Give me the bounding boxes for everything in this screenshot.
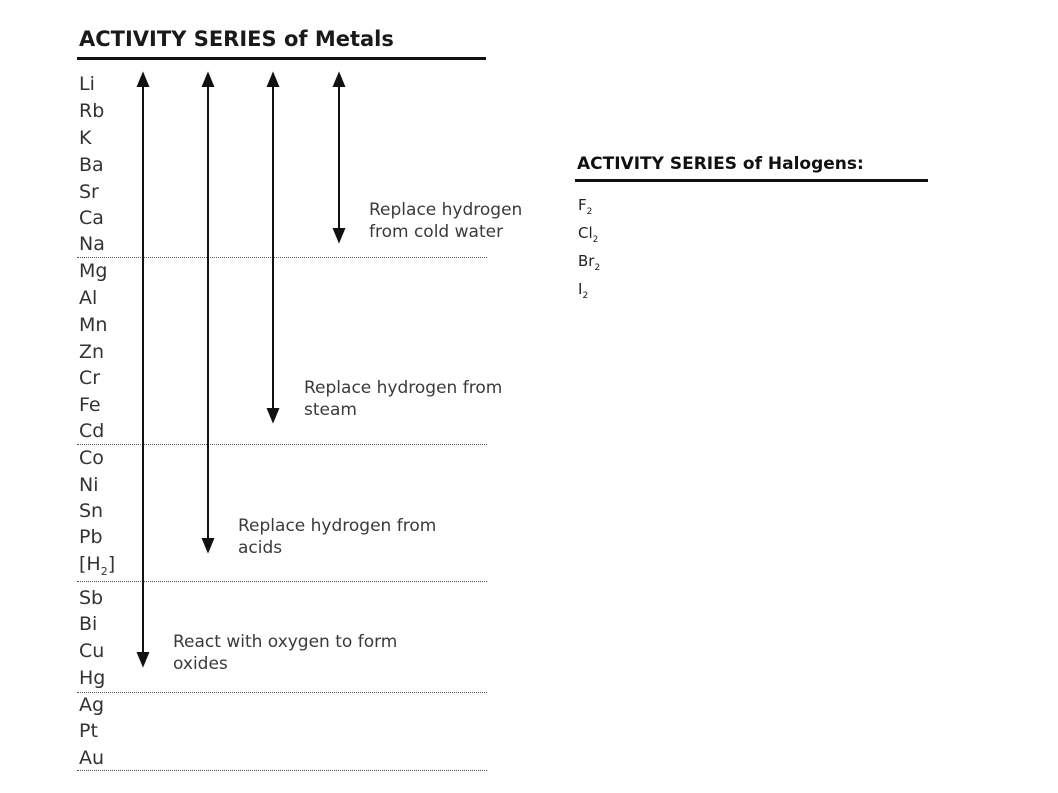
metal-k: K bbox=[79, 127, 92, 149]
acids-arrow bbox=[203, 74, 213, 551]
metal-pb: Pb bbox=[79, 526, 103, 548]
metal-mg: Mg bbox=[79, 260, 108, 282]
hydrogen-bracket: ] bbox=[107, 553, 116, 575]
hydrogen-subscript: 2 bbox=[100, 564, 108, 578]
metals-title: ACTIVITY SERIES of Metals bbox=[79, 27, 394, 51]
cold-water-arrow bbox=[334, 74, 344, 241]
halogen-f2 bbox=[578, 195, 592, 222]
metal-ni: Ni bbox=[79, 474, 99, 496]
halogen-br2 bbox=[578, 251, 600, 278]
metal-cr: Cr bbox=[79, 367, 101, 389]
metal-zn: Zn bbox=[79, 341, 105, 363]
halogens-title-rule bbox=[575, 179, 928, 182]
note-steam bbox=[304, 377, 523, 421]
note-oxygen bbox=[173, 631, 473, 675]
note-acids-line-1: Replace hydrogen from bbox=[238, 516, 437, 536]
metal-cu: Cu bbox=[79, 640, 105, 662]
note-acids-line-2: acids bbox=[238, 538, 283, 558]
note-cold-water-line-2: from cold water bbox=[369, 222, 504, 242]
halogen-i2-symbol: I bbox=[578, 280, 583, 298]
metal-cd: Cd bbox=[79, 420, 105, 442]
note-cold-water-line-1: Replace hydrogen bbox=[369, 200, 523, 220]
metal-sr: Sr bbox=[79, 181, 99, 203]
metal-na: Na bbox=[79, 233, 105, 255]
metal-ag: Ag bbox=[79, 694, 105, 716]
note-oxygen-line-1: React with oxygen to form bbox=[173, 632, 398, 652]
note-acids bbox=[238, 515, 498, 559]
oxygen-arrow bbox=[138, 74, 148, 665]
halogen-cl2-subscript: 2 bbox=[592, 235, 599, 245]
halogen-f2-subscript: 2 bbox=[586, 207, 593, 217]
metal-ba: Ba bbox=[79, 154, 104, 176]
halogen-i2 bbox=[578, 279, 588, 306]
metal-au: Au bbox=[79, 747, 105, 769]
note-steam-line-2: steam bbox=[304, 400, 357, 420]
halogen-br2-subscript: 2 bbox=[594, 263, 601, 273]
metal-bi: Bi bbox=[79, 613, 98, 635]
halogen-cl2-symbol: Cl bbox=[578, 224, 593, 242]
halogen-i2-subscript: 2 bbox=[582, 291, 589, 301]
halogen-br2-symbol: Br bbox=[578, 252, 595, 270]
note-oxygen-line-2: oxides bbox=[173, 654, 228, 674]
metal-sn: Sn bbox=[79, 500, 104, 522]
note-cold-water bbox=[369, 199, 523, 243]
halogen-f2-symbol: F bbox=[578, 196, 587, 214]
metal-mn: Mn bbox=[79, 314, 108, 336]
metal-co: Co bbox=[79, 447, 104, 469]
halogen-cl2 bbox=[578, 223, 598, 250]
halogens-title: ACTIVITY SERIES of Halogens: bbox=[577, 154, 864, 174]
steam-arrow bbox=[268, 74, 278, 421]
metal-pt: Pt bbox=[79, 720, 98, 742]
hydrogen-symbol: [H bbox=[79, 553, 101, 575]
metal-fe: Fe bbox=[79, 394, 101, 416]
metal-sb: Sb bbox=[79, 587, 104, 609]
metal-al: Al bbox=[79, 287, 98, 309]
metal-hg: Hg bbox=[79, 667, 106, 689]
metal-ca: Ca bbox=[79, 207, 104, 229]
note-steam-line-1: Replace hydrogen from bbox=[304, 378, 503, 398]
metal-rb: Rb bbox=[79, 100, 105, 122]
metal-li: Li bbox=[79, 73, 95, 95]
